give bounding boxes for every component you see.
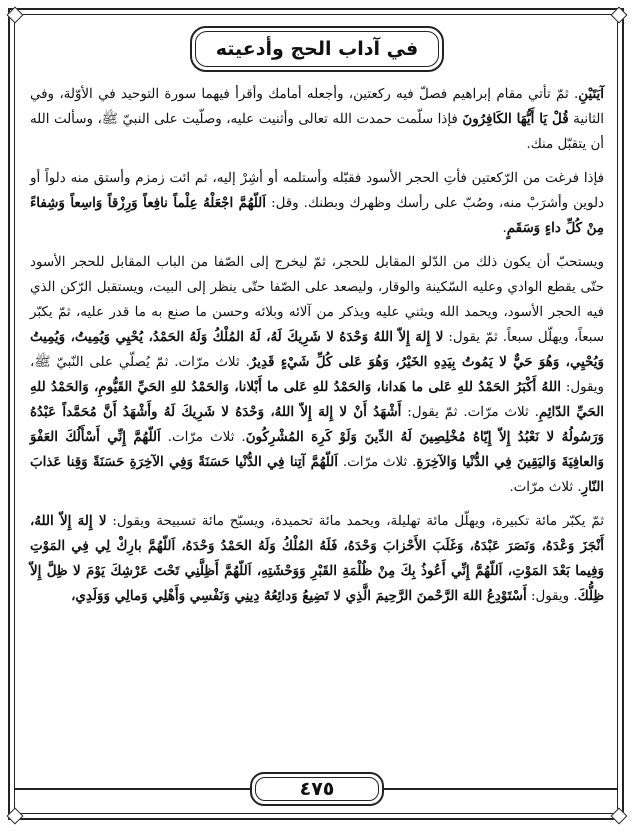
body-text: . ثلاث مرّات. ثمّ يقول: [401,405,539,420]
body-text: . ثمّ تأتي مقام إبراهيم فصلّ فيه ركعتين، وأجعله أمامك وأقرأ فيهما سورة التوحيد في الأوّلة، وفي الثانية [30,87,605,127]
footer-rule-right [384,788,618,790]
footer-cartouche [250,772,384,806]
body-text: . ثلاث مرّات. [337,455,417,470]
supplication-text: اللهُ أَكْبَرُ الحَمْدُ للهِ عَلى ما هَدانا، وَالحَمْدُ للهِ عَلى ما أَبْلانا، وَالحَمْدُ للهِ الحَيِّ القَيُّومِ، وَالحَمْدُ للهِ الحَيِّ الدّائِمِ [30,379,604,420]
paragraph [30,250,604,500]
paragraph [30,82,604,157]
paragraph [30,509,604,609]
body-text: . [502,221,507,236]
supplication-text: لا إِلهَ إِلاّ اللهُ وَحْدَهُ لا شَرِيكَ لَهُ، لَهُ المُلْكُ وَلَهُ الحَمْدُ، يُحْيِي وَيُمِيتُ، وَيُمِيتُ وَيُحْيِي، وَهُوَ حَيٌّ لا يَمُوتُ بِيَدِهِ الخَيْرُ، وَهُوَ عَلى كُلِّ شَيْءٍ قَدِيرٌ [30,329,604,370]
body-text: . ثلاث مرّات. [509,480,582,495]
supplication-text: أَسْتَوْدِعُ اللهَ الرَّحْمنَ الرَّحِيمَ الَّذِي لا تَضِيعُ وَدائِعُهُ دِينِي وَنَفْسِي وَأَهْلِي وَمالِي وَوَلَدِي، [71,588,527,604]
footer-rule-left [14,788,250,790]
main-text [30,82,604,618]
body-text: ويستحبّ أن يكون ذلك من الدّلو المقابل للحجر، ثمّ ليخرج إلى الصّفا من الباب المقابل للحجر الأسود حتّى يقطع الوادي وعليه السّكينة والوقار، وليصعد على الصّفا حتّى ينظر إلى البيت، ويستقبل الرّكن الذي فيه الحجر الأسود، ويحمد الله ويثني عليه ويذكر من آلائه وبلائه وحسن ما صنع به ما قدر عليه، ثمّ يكبّر سبعاً، ويهلّل سبعاً. ثمّ يقول: [30,255,604,345]
body-text: . ثلاث مرّات. [160,430,246,445]
supplication-text: اَللّهُمَّ آتِنا فِي الدُّنْيا حَسَنَةً وَفِي الآخِرَةِ حَسَنَةً وَقِنا عَذابَ النّارِ [30,454,604,495]
supplication-text: آيَتَيْنِ [578,86,604,102]
paragraph [30,166,604,241]
supplication-text: اَللّهُمَّ اجْعَلْهُ عِلْماً نافِعاً وَرِزْقاً وَاسِعاً وَشِفاءً مِنْ كُلِّ داءٍ وَسَقَمٍ [30,195,604,236]
supplication-text: أَشْهَدُ أَنْ لا إِلهَ إِلاّ اللهُ، وَحْدَهُ لا شَرِيكَ لَهُ وأَشْهَدُ أَنَّ مُحَمَّداً عَبْدُهُ وَرَسُولُهُ لا نَعْبُدُ إِلاّ إِيّاهُ مُخْلِصِينَ لَهُ الدِّينَ وَلَوْ كَرِهَ المُشْرِكُونَ [30,404,605,445]
body-text: . ويقول: [526,589,578,604]
supplication-text: قُلْ يَا أَيُّهَا الكَافِرُونَ [462,111,569,127]
supplication-text: لا إِلهَ إِلاّ اللهُ، أَنْجَزَ وَعْدَهُ، وَنَصَرَ عَبْدَهُ، وَغَلَبَ الأَحْزابَ وَحْدَهُ، فَلَهُ المُلْكُ وَلَهُ الحَمْدُ وَحْدَهُ، اَللّهُمَّ بارِكْ لِي فِي المَوْتِ وَفِيما بَعْدَ المَوْتِ، اَللّهُمَّ إِنِّي أَعُوذُ بِكَ مِنْ ظُلْمَةِ القَبْرِ وَوَحْشَتِهِ، اَللّهُمَّ أَظِلَّنِي تَحْتَ عَرْشِكَ يَوْمَ لا ظِلَّ إِلاّ ظِلُّكَ [30,513,604,604]
body-text: . ثلاث مرّات. ثمّ يُصلّي على النّبيّ ﷺ، ويقول: [30,355,604,395]
page-number: ٤٧٥ [299,778,335,800]
page-title: في آداب الحج وأدعيته [215,38,419,60]
body-text: فإذا فرغت من الرّكعتين فأتِ الحجر الأسود فقبّله وأستلمه أو أشِرْ إليه، ثم ائت زمزم وأستق منه دلواً أو دلوين وأشرَبْ منه، وصُبّ على رأسك وظهرك وبطنك. وقل: [30,171,604,211]
body-text: ثمّ يكبّر مائة تكبيرة، ويهلّل مائة تهليلة، ويحمد مائة تحميدة، ويسبّح مائة تسبيحة ويقول: [106,514,604,529]
body-text: فإذا سلّمت حمدت الله تعالى وأثنيت عليه، وصلّيت على النبيّ ﷺ، وسألت الله أن يتقبّل منك. [30,112,604,152]
supplication-text: اَللّهُمَّ إِنِّي أَسْأَلُكَ العَفْوَ وَالعافِيَةَ وَاليَقِينَ فِي الدُّنْيا وَالآخِرَةِ [30,429,604,470]
header-cartouche [190,26,444,72]
